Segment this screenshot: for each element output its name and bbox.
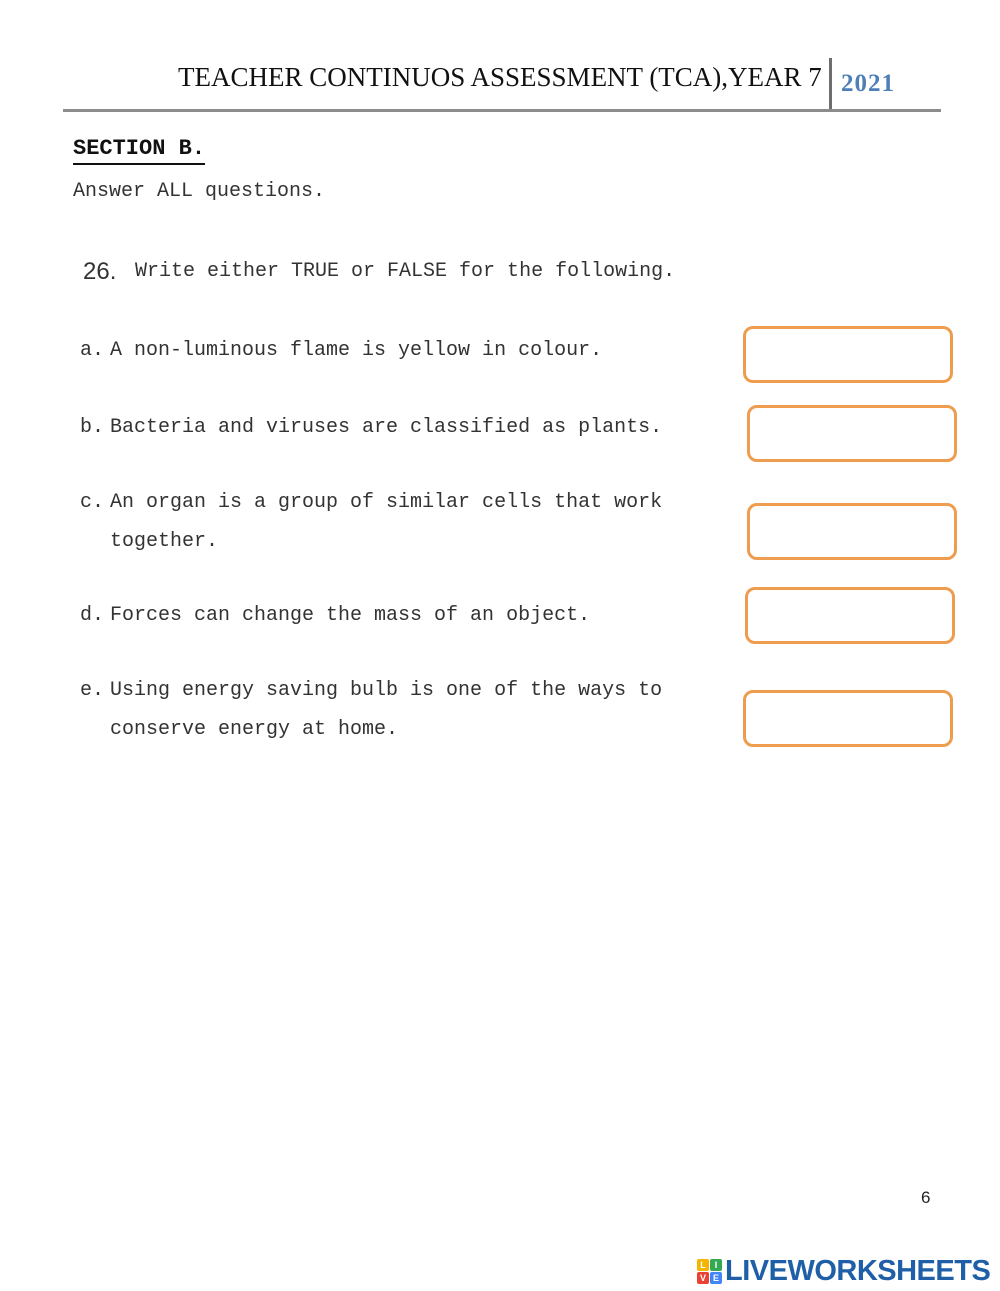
item-text: Forces can change the mass of an object.	[110, 604, 591, 627]
header-year: 2021	[841, 70, 895, 97]
question-text: Write either TRUE or FALSE for the following.	[135, 260, 676, 283]
item-text: Bacteria and viruses are classified as plants.	[110, 416, 663, 439]
answer-box-d[interactable]	[745, 587, 955, 644]
item-letter: d.	[80, 604, 105, 627]
answer-box-b[interactable]	[747, 405, 957, 462]
item-text: An organ is a group of similar cells that work together.	[110, 491, 663, 553]
item-text: Using energy saving bulb is one of the ways to conserve energy at home.	[110, 679, 663, 741]
logo-letter: L	[697, 1259, 709, 1271]
page-number: 6	[921, 1188, 931, 1207]
answer-box-a[interactable]	[743, 326, 953, 383]
liveworksheets-brand: LIVEWORKSHEETS	[725, 1255, 991, 1287]
question-number: 26.	[83, 258, 117, 285]
instructions: Answer ALL questions.	[73, 180, 326, 203]
logo-letter: E	[710, 1272, 722, 1284]
item-letter: c.	[80, 491, 105, 514]
section-title: SECTION B.	[73, 136, 205, 165]
item-letter: a.	[80, 339, 105, 362]
answer-box-c[interactable]	[747, 503, 957, 560]
liveworksheets-logo-icon	[697, 1259, 723, 1285]
logo-letter: V	[697, 1272, 709, 1284]
answer-box-e[interactable]	[743, 690, 953, 747]
item-letter: e.	[80, 679, 105, 702]
item-text: A non-luminous flame is yellow in colour.	[110, 339, 603, 362]
header-title: TEACHER CONTINUOS ASSESSMENT (TCA),YEAR 7	[178, 62, 822, 92]
liveworksheets-logo	[697, 1255, 990, 1288]
item-letter: b.	[80, 416, 105, 439]
header-rule	[63, 109, 941, 112]
header-divider	[829, 58, 832, 112]
logo-letter: I	[710, 1259, 722, 1271]
